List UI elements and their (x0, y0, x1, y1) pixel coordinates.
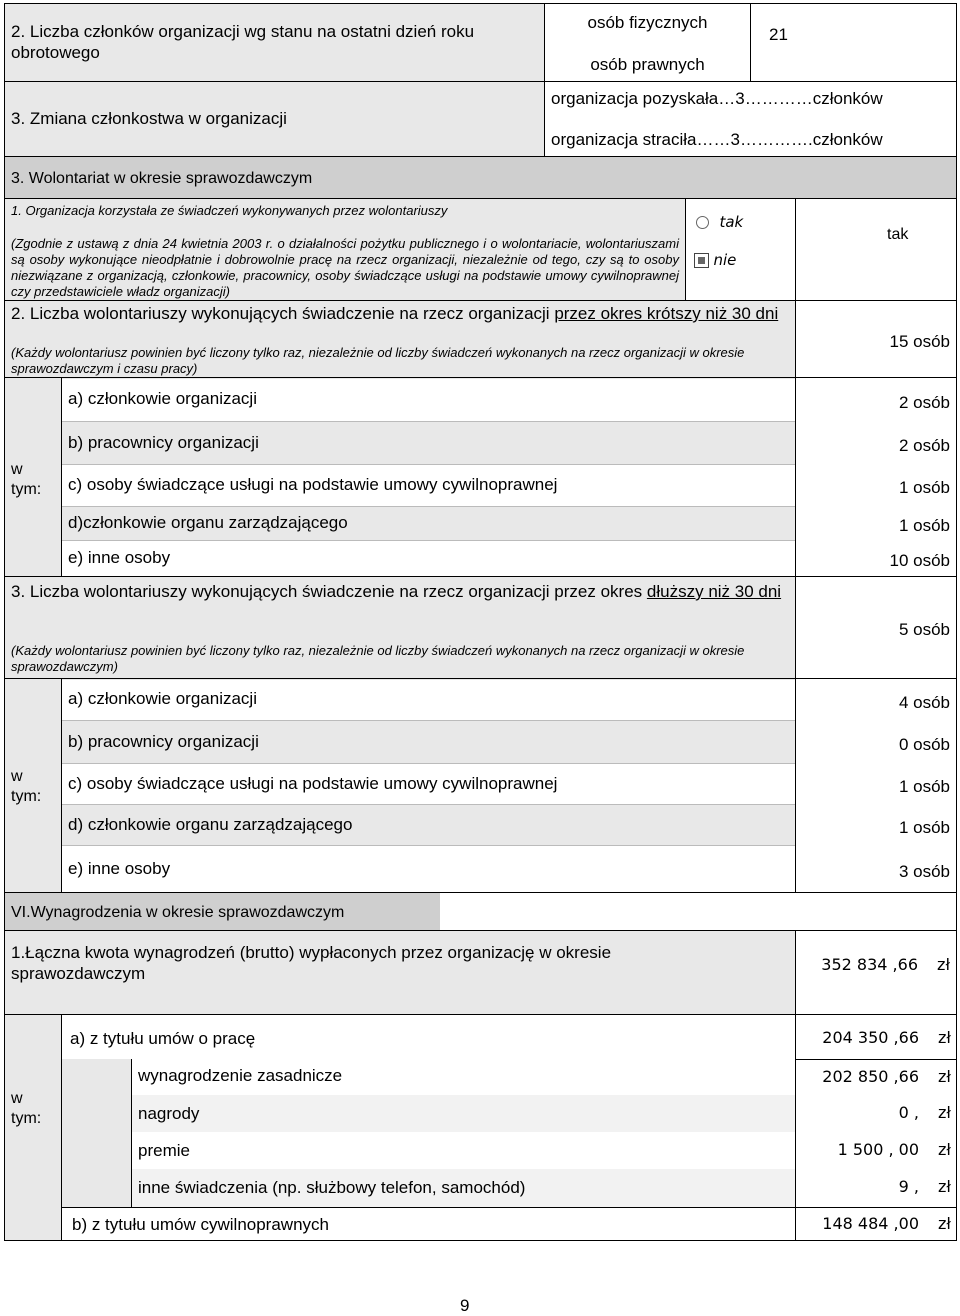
volunteer-q3-row (62, 680, 795, 720)
salary-employment-currency: zł (938, 1028, 951, 1047)
option-yes[interactable] (696, 213, 743, 232)
volunteer-q2-row-value: 2 osób (898, 436, 950, 455)
page-number: 9 (460, 1296, 470, 1315)
salary-civil-label: b) z tytułu umów cywilnoprawnych (72, 1215, 329, 1234)
salaries-total-value-cell (795, 930, 957, 1015)
membership-change-question: 3. Zmiana członkostwa w organizacji (11, 109, 287, 128)
volunteer-q2-row-value: 2 osób (898, 393, 950, 412)
salary-employment-label: a) z tytułu umów o pracę (70, 1029, 256, 1048)
volunteer-q2-note: (Każdy wolontariusz powinien być liczony tylko raz, niezależnie od liczby świadczeń wykonanych na rzecz organizacji w okresie sprawozdawczym i czasu pracy) (11, 345, 745, 376)
volunteer-q3-row-label: e) inne osoby (68, 859, 171, 878)
option-yes-label: tak (719, 213, 744, 231)
radio-yes-icon[interactable] (696, 216, 709, 229)
salary-civil-value: 148 484 ,00 (822, 1214, 919, 1233)
salary-sub-row (132, 1169, 795, 1207)
volunteer-q3-underlined: dłuższy niż 30 dni (646, 582, 782, 601)
volunteer-q2-row (62, 506, 795, 540)
volunteer-q3-row-value: 1 osób (898, 777, 950, 796)
volunteer-q3-row-value: 1 osób (898, 818, 950, 837)
volunteer-q1-answer-cell (795, 199, 957, 301)
salary-sub-row-currency: zł (938, 1103, 951, 1122)
salary-sub-row-value: 9 , (898, 1177, 919, 1196)
volunteer-q2-row-value: 1 osób (898, 478, 950, 497)
volunteer-q3-row (62, 845, 795, 892)
salary-sub-row-currency: zł (938, 1177, 951, 1196)
volunteer-q3-row-value: 0 osób (898, 735, 950, 754)
volunteer-q3-row (62, 804, 795, 845)
volunteer-q3-row-label: d) członkowie organu zarządzającego (68, 815, 353, 834)
volunteer-q3-row-label: a) członkowie organizacji (68, 689, 257, 708)
salaries-total-label: 1.Łączna kwota wynagrodzeń (brutto) wypłaconych przez organizację w okresie sprawozdawczym (11, 943, 612, 983)
in-which-label-q2: w tym: (11, 461, 42, 498)
members-gained: organizacja pozyskała…3…………członków (551, 89, 883, 108)
volunteer-q2-row (62, 421, 795, 464)
volunteer-q3-row-value: 4 osób (898, 693, 950, 712)
volunteer-q3-question (11, 581, 791, 602)
volunteer-q2-prefix: 2. Liczba wolontariuszy wykonujących świadczenie na rzecz organizacji (11, 304, 555, 323)
volunteer-q2-row-label: a) członkowie organizacji (68, 389, 257, 408)
volunteer-q2-row-label: e) inne osoby (68, 548, 171, 567)
volunteer-q1-cell (4, 199, 685, 301)
members-type-cell (544, 3, 750, 81)
individuals-label: osób fizycznych (587, 13, 708, 32)
members-lost: organizacja straciła……3………….członków (551, 130, 883, 149)
salary-sub-row-currency: zł (938, 1140, 951, 1159)
salaries-total-value: 352 834 ,66 (821, 955, 918, 974)
members-count-cell (750, 3, 957, 81)
salary-sub-row-label: inne świadczenia (np. służbowy telefon, samochód) (138, 1178, 526, 1197)
volunteer-q3-row (62, 720, 795, 763)
volunteer-q3-row-label: b) pracownicy organizacji (68, 732, 259, 751)
membership-change-label-cell (4, 81, 544, 156)
salary-sub-row (132, 1059, 795, 1095)
volunteer-q3-row (62, 763, 795, 804)
salary-sub-row-label: premie (138, 1141, 190, 1160)
legal-persons-label: osób prawnych (590, 55, 705, 74)
volunteer-q2-row-label: b) pracownicy organizacji (68, 433, 259, 452)
volunteer-q2-row (62, 379, 795, 421)
membership-change-value-cell (544, 81, 957, 156)
volunteer-q2-row-value: 10 osób (889, 551, 950, 570)
volunteer-q3-total: 5 osób (898, 620, 950, 639)
salary-sub-row-label: wynagrodzenie zasadnicze (138, 1066, 343, 1085)
members-count-label-cell (4, 3, 544, 81)
salary-sub-row-value: 1 500 , 00 (837, 1140, 919, 1159)
volunteer-q2-row (62, 540, 795, 576)
volunteer-q1-title: 1. Organizacja korzystała ze świadczeń wykonywanych przez wolontariuszy (11, 203, 448, 218)
salary-sub-row-value: 0 , (898, 1103, 919, 1122)
volunteer-q2-underlined: przez okres krótszy niż 30 dni (554, 304, 779, 323)
volunteering-section-title: 3. Wolontariat w okresie sprawozdawczym (11, 170, 313, 187)
volunteer-q2-cell (4, 301, 795, 378)
volunteer-q2-total: 15 osób (889, 332, 950, 351)
salaries-total-currency: zł (937, 955, 950, 974)
salaries-section-title: VI.Wynagrodzenia w okresie sprawozdawczym (11, 904, 345, 921)
in-which-label-salaries: w tym: (11, 1090, 42, 1127)
volunteer-q2-question (11, 304, 791, 324)
salary-employment-value: 204 350 ,66 (822, 1028, 919, 1047)
volunteer-q3-prefix: 3. Liczba wolontariuszy wykonujących świadczenie na rzecz organizacji przez okres (11, 582, 647, 601)
salary-sub-row (132, 1132, 795, 1169)
members-count-value: 21 (769, 25, 788, 44)
salary-sub-row-currency: zł (938, 1067, 951, 1086)
in-which-label-q3: w tym: (11, 768, 42, 805)
option-no-label: nie (713, 251, 737, 269)
volunteer-q3-total-cell (795, 576, 957, 679)
volunteering-section-header (4, 156, 957, 199)
salary-sub-row (132, 1095, 795, 1132)
salaries-section-header (4, 892, 957, 930)
salary-sub-row-label: nagrody (138, 1104, 200, 1123)
volunteer-q2-row (62, 464, 795, 506)
volunteer-q2-row-value: 1 osób (898, 516, 950, 535)
volunteer-q2-row-label: d)członkowie organu zarządzającego (68, 513, 348, 532)
checkbox-no-icon[interactable] (694, 253, 709, 268)
volunteer-q2-row-label: c) osoby świadczące usługi na podstawie umowy cywilnoprawnej (68, 475, 558, 494)
volunteer-q3-row-value: 3 osób (898, 862, 950, 881)
option-no[interactable] (694, 251, 736, 270)
volunteer-q2-total-cell (795, 301, 957, 378)
volunteer-q1-answer: tak (887, 226, 909, 243)
members-count-question: 2. Liczba członków organizacji wg stanu na ostatni dzień roku obrotowego (11, 22, 475, 62)
volunteer-q3-cell (4, 576, 795, 679)
volunteer-q3-note: (Każdy wolontariusz powinien być liczony tylko raz, niezależnie od liczby świadczeń wykonanych na rzecz organizacji w okresie sprawozdawczym) (11, 643, 745, 674)
salaries-total-cell (4, 930, 795, 1015)
salary-employment-row (62, 1015, 795, 1059)
volunteer-q3-row-label: c) osoby świadczące usługi na podstawie umowy cywilnoprawnej (68, 774, 558, 793)
salary-sub-row-value: 202 850 ,66 (822, 1067, 919, 1086)
salary-civil-currency: zł (938, 1214, 951, 1233)
volunteer-q1-note: (Zgodnie z ustawą z dnia 24 kwietnia 2003 r. o działalności pożytku publicznego i o wolontariacie, wolontariuszami są osoby wykonujące nieodpłatnie i dobrowolnie pracę na rzecz organizacji, niezależnie od tego, czy są to osoby niezwiązane z organizacją, członkowie, pracownicy, osoby świadczące usługi na podstawie umowy cywilnoprawnej czy przedstawiciele władz organizacji) (11, 236, 679, 299)
salary-civil-row (62, 1207, 795, 1240)
volunteer-q1-options-cell (685, 199, 795, 301)
